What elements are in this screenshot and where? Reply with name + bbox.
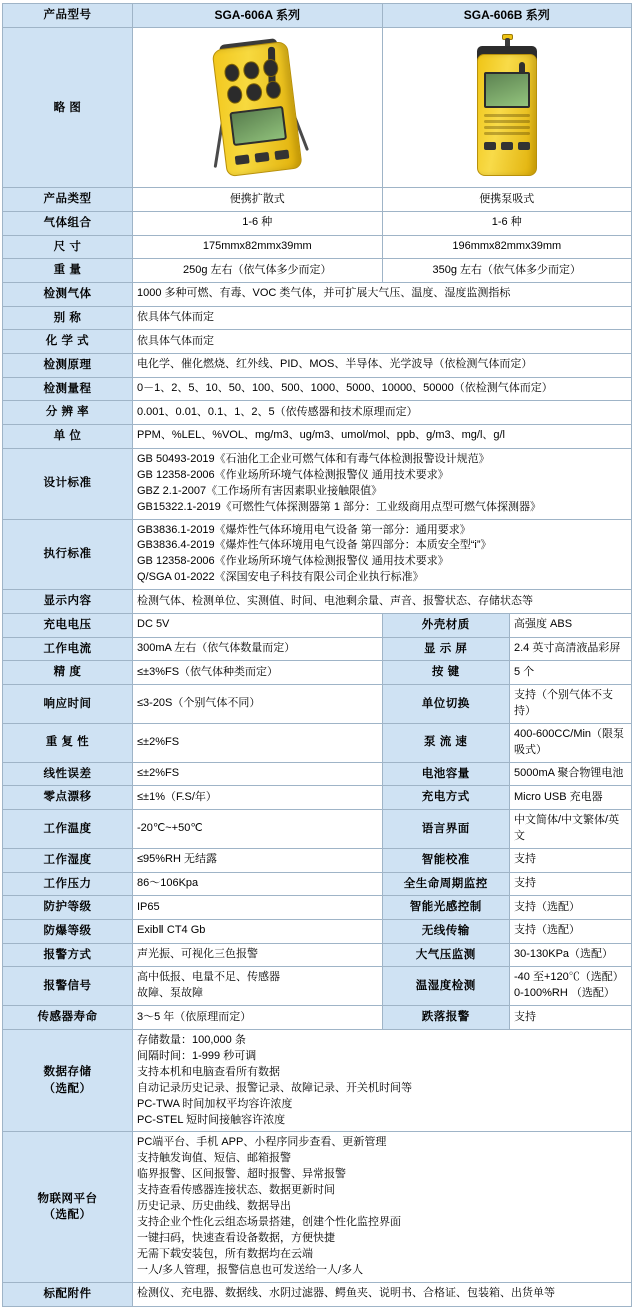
label-data-storage-main: 数据存储 — [43, 1065, 92, 1078]
data-storage-line: 存储数量：100,000 条 — [137, 1033, 246, 1046]
alarm-signal-line: 故障、泵故障 — [137, 987, 203, 1000]
value-linearity-error: ≤±2%FS — [133, 762, 383, 786]
device-b-image-cell — [382, 28, 632, 188]
value-data-storage — [133, 1029, 632, 1132]
value-product-type-a: 便携扩散式 — [133, 188, 383, 212]
label-display-screen: 显 示 屏 — [383, 638, 510, 661]
pair-right-cell — [382, 684, 632, 723]
design-standard-line: GB 50493-2019《石油化工企业可燃气体和有毒气体检测报警设计规范》 — [137, 452, 490, 465]
pair-right-cell — [382, 637, 632, 661]
row-spec-pair — [3, 896, 632, 920]
header-series-a: SGA-606A 系列 — [133, 4, 383, 28]
row-detect-gas — [3, 283, 632, 307]
value-gas-combination-b: 1-6 种 — [382, 212, 632, 236]
value-display-content: 检测气体、检测单位、实测值、时间、电池剩余量、声音、报警状态、存储状态等 — [133, 590, 632, 614]
row-alarm-mode — [3, 943, 632, 967]
row-spec-pair — [3, 848, 632, 872]
diagram-row — [3, 28, 632, 188]
label-charge-voltage: 充电电压 — [3, 613, 133, 637]
data-storage-line: PC-STEL 短时间接触容许浓度 — [137, 1113, 286, 1126]
value-working-current: 300mA 左右（依气体数量而定） — [133, 637, 383, 661]
iot-line: 支持查看传感器连接状态、数据更新时间 — [137, 1184, 335, 1197]
label-weight: 重 量 — [3, 259, 133, 283]
value-exec-standard — [133, 519, 632, 590]
value-design-standard — [133, 448, 632, 519]
value-temp-humidity-detect — [510, 967, 632, 1005]
iot-line: 临界报警、区间报警、超时报警、异常报警 — [137, 1168, 346, 1181]
label-smart-light-control: 智能光感控制 — [383, 896, 510, 919]
label-size: 尺 寸 — [3, 235, 133, 259]
header-series-b: SGA-606B 系列 — [382, 4, 632, 28]
pair-right-cell — [382, 786, 632, 810]
row-principle — [3, 354, 632, 378]
design-standard-line: GB 12358-2006《作业场所环境气体检测报警仪 通用技术要求》 — [137, 468, 449, 481]
label-repeatability: 重 复 性 — [3, 723, 133, 762]
value-explosion-grade: ExibⅡ CT4 Gb — [133, 919, 383, 943]
pair-right-cell — [382, 810, 632, 849]
row-spec-pair — [3, 762, 632, 786]
row-spec-pair — [3, 919, 632, 943]
exec-standard-line: Q/SGA 01-2022《深国安电子科技有限公司企业执行标准》 — [137, 571, 424, 584]
value-working-temperature: -20℃~+50℃ — [133, 810, 383, 849]
label-protection-grade: 防护等级 — [3, 896, 133, 920]
row-data-storage — [3, 1029, 632, 1132]
value-detect-gas: 1000 多种可燃、有毒、VOC 类气体，并可扩展大气压、温度、湿度监测指标 — [133, 283, 632, 307]
label-response-time: 响应时间 — [3, 684, 133, 723]
iot-line: PC端平台、手机 APP、小程序同步查看、更新管理 — [137, 1136, 387, 1149]
label-drop-alarm: 跌落报警 — [383, 1006, 510, 1029]
pair-right-cell — [382, 613, 632, 637]
label-sensor-life: 传感器寿命 — [3, 1006, 133, 1030]
label-iot-platform-main: 物联网平台 — [37, 1192, 98, 1205]
iot-line: 支持企业个性化云组态场景搭建，创建个性化监控界面 — [137, 1216, 401, 1229]
value-display-screen: 2.4 英寸高清液晶彩屏 — [510, 638, 632, 661]
header-model-label: 产品型号 — [3, 4, 133, 28]
label-accuracy: 精 度 — [3, 661, 133, 685]
label-working-temperature: 工作温度 — [3, 810, 133, 849]
row-spec-pair — [3, 661, 632, 685]
value-unit: PPM、%LEL、%VOL、mg/m3、ug/m3、umol/mol、ppb、g/m3、mg/l、g/l — [133, 425, 632, 449]
label-lifecycle-monitoring: 全生命周期监控 — [383, 873, 510, 896]
label-unit-switch: 单位切换 — [383, 685, 510, 723]
value-unit-switch: 支持（个别气体不支持） — [510, 685, 632, 723]
row-spec-pair — [3, 872, 632, 896]
design-standard-line: GBZ 2.1-2007《工作场所有害因素职业接触限值》 — [137, 484, 383, 497]
row-alias — [3, 306, 632, 330]
value-smart-light-control: 支持（选配） — [510, 896, 632, 919]
value-zero-drift: ≤±1%（F.S/年） — [133, 786, 383, 810]
value-iot-platform — [133, 1132, 632, 1282]
label-alias: 别 称 — [3, 306, 133, 330]
pair-right-cell — [382, 1006, 632, 1030]
specification-table — [2, 3, 632, 1307]
value-weight-b: 350g 左右（依气体多少而定） — [382, 259, 632, 283]
label-alarm-mode: 报警方式 — [3, 943, 133, 967]
row-product-type — [3, 188, 632, 212]
pair-right-cell — [382, 967, 632, 1006]
row-spec-pair — [3, 637, 632, 661]
value-weight-a: 250g 左右（依气体多少而定） — [133, 259, 383, 283]
value-repeatability: ≤±2%FS — [133, 723, 383, 762]
pair-right-cell — [382, 919, 632, 943]
row-range — [3, 377, 632, 401]
value-alarm-signal — [133, 967, 383, 1006]
table-header-row — [3, 4, 632, 28]
row-size — [3, 235, 632, 259]
iot-line: 一人/多人管理，报警信息也可发送给一人/多人 — [137, 1263, 364, 1276]
row-spec-pair — [3, 723, 632, 762]
value-pump-flow: 400-600CC/Min（限泵吸式） — [510, 724, 632, 762]
value-battery-capacity: 5000mA 聚合物锂电池 — [510, 763, 632, 786]
value-drop-alarm: 支持 — [510, 1006, 632, 1029]
label-wireless-transmission: 无线传输 — [383, 920, 510, 943]
value-smart-calibration: 支持 — [510, 849, 632, 872]
value-shell-material: 高强度 ABS — [510, 614, 632, 637]
exec-standard-line: GB 12358-2006《作业场所环境气体检测报警仪 通用技术要求》 — [137, 555, 449, 568]
row-alarm-signal — [3, 967, 632, 1006]
value-product-type-b: 便携泵吸式 — [382, 188, 632, 212]
temp-humidity-line: 0-100%RH （选配） — [514, 987, 615, 1000]
row-display-content — [3, 590, 632, 614]
value-protection-grade: IP65 — [133, 896, 383, 920]
value-alarm-mode: 声光振、可视化三色报警 — [133, 943, 383, 967]
label-exec-standard: 执行标准 — [3, 519, 133, 590]
data-storage-line: 间隔时间：1-999 秒可调 — [137, 1049, 257, 1062]
value-principle: 电化学、催化燃烧、红外线、PID、MOS、半导体、光学波导（依检测气体而定） — [133, 354, 632, 378]
data-storage-line: PC-TWA 时间加权平均容许浓度 — [137, 1097, 293, 1110]
value-accessories: 检测仪、充电器、数据线、水阴过滤器、鳄鱼夹、说明书、合格证、包装箱、出货单等 — [133, 1282, 632, 1306]
label-product-type: 产品类型 — [3, 188, 133, 212]
pair-right-cell — [382, 762, 632, 786]
iot-line: 支持触发询值、短信、邮箱报警 — [137, 1152, 291, 1165]
label-unit: 单 位 — [3, 425, 133, 449]
value-charge-voltage: DC 5V — [133, 613, 383, 637]
label-data-storage-sub: （选配） — [43, 1082, 92, 1095]
label-iot-platform-sub: （选配） — [43, 1209, 92, 1222]
row-accessories — [3, 1282, 632, 1306]
value-range: 0－1、2、5、10、50、100、500、1000、5000、10000、50000（依检测气体而定） — [133, 377, 632, 401]
data-storage-line: 自动记录历史记录、报警记录、故障记录、开关机时间等 — [137, 1081, 412, 1094]
pair-right-cell — [382, 848, 632, 872]
label-display-content: 显示内容 — [3, 590, 133, 614]
value-sensor-life: 3～5 年（依原理而定） — [133, 1006, 383, 1030]
pair-right-cell — [382, 661, 632, 685]
label-atmospheric-pressure: 大气压监测 — [383, 944, 510, 967]
label-zero-drift: 零点漂移 — [3, 786, 133, 810]
value-resolution: 0.001、0.01、0.1、1、2、5（依传感器和技术原理而定） — [133, 401, 632, 425]
label-explosion-grade: 防爆等级 — [3, 919, 133, 943]
label-pump-flow: 泵 流 速 — [383, 724, 510, 762]
row-spec-pair — [3, 613, 632, 637]
value-working-humidity: ≤95%RH 无结露 — [133, 848, 383, 872]
value-size-a: 175mmx82mmx39mm — [133, 235, 383, 259]
label-linearity-error: 线性误差 — [3, 762, 133, 786]
row-resolution — [3, 401, 632, 425]
label-working-humidity: 工作湿度 — [3, 848, 133, 872]
value-atmospheric-pressure: 30-130KPa（选配） — [510, 944, 632, 967]
row-design-standard — [3, 448, 632, 519]
label-accessories: 标配附件 — [3, 1282, 133, 1306]
exec-standard-line: GB3836.4-2019《爆炸性气体环境用电气设备 第四部分：本质安全型“i”》 — [137, 539, 492, 552]
label-temp-humidity-detect: 温湿度检测 — [383, 967, 510, 1005]
value-accuracy: ≤±3%FS（依气体种类而定） — [133, 661, 383, 685]
iot-line: 无需下载安装包，所有数据均在云端 — [137, 1248, 313, 1261]
value-charge-method: Micro USB 充电器 — [510, 786, 632, 809]
value-keys: 5 个 — [510, 661, 632, 684]
iot-line: 历史记录、历史曲线、数据导出 — [137, 1200, 291, 1213]
value-alias: 依具体气体而定 — [133, 306, 632, 330]
value-size-b: 196mmx82mmx39mm — [382, 235, 632, 259]
value-lifecycle-monitoring: 支持 — [510, 873, 632, 896]
label-resolution: 分 辨 率 — [3, 401, 133, 425]
portable-pump-gas-detector-icon — [387, 33, 628, 183]
value-working-pressure: 86～106Kpa — [133, 872, 383, 896]
row-weight — [3, 259, 632, 283]
value-wireless-transmission: 支持（选配） — [510, 920, 632, 943]
device-a-image-cell — [133, 28, 383, 188]
diagram-label: 略 图 — [3, 28, 133, 188]
label-principle: 检测原理 — [3, 354, 133, 378]
row-exec-standard — [3, 519, 632, 590]
value-formula: 依具体气体而定 — [133, 330, 632, 354]
label-smart-calibration: 智能校准 — [383, 849, 510, 872]
value-language-interface: 中文简体/中文繁体/英文 — [510, 810, 632, 848]
row-gas-combination — [3, 212, 632, 236]
label-iot-platform — [3, 1132, 133, 1282]
row-iot-platform — [3, 1132, 632, 1282]
label-language-interface: 语言界面 — [383, 810, 510, 848]
design-standard-line: GB15322.1-2019《可燃性气体探测器第 1 部分：工业级商用点型可燃气体探测器》 — [137, 500, 542, 513]
alarm-signal-line: 高中低报、电量不足、传感器 — [137, 971, 280, 984]
label-shell-material: 外壳材质 — [383, 614, 510, 637]
label-range: 检测量程 — [3, 377, 133, 401]
temp-humidity-line: -40 至+120℃（选配） — [514, 971, 624, 984]
row-spec-pair — [3, 684, 632, 723]
label-charge-method: 充电方式 — [383, 786, 510, 809]
label-battery-capacity: 电池容量 — [383, 763, 510, 786]
value-gas-combination-a: 1-6 种 — [133, 212, 383, 236]
pair-right-cell — [382, 943, 632, 967]
pair-right-cell — [382, 896, 632, 920]
row-sensor-life — [3, 1006, 632, 1030]
exec-standard-line: GB3836.1-2019《爆炸性气体环境用电气设备 第一部分：通用要求》 — [137, 523, 471, 536]
label-detect-gas: 检测气体 — [3, 283, 133, 307]
label-alarm-signal: 报警信号 — [3, 967, 133, 1006]
row-unit — [3, 425, 632, 449]
row-formula — [3, 330, 632, 354]
label-design-standard: 设计标准 — [3, 448, 133, 519]
pair-right-cell — [382, 872, 632, 896]
iot-line: 一键扫码，快速查看设备数据，方便快捷 — [137, 1232, 335, 1245]
label-working-current: 工作电流 — [3, 637, 133, 661]
pair-right-cell — [382, 723, 632, 762]
value-response-time: ≤3-20S（个别气体不同） — [133, 684, 383, 723]
label-gas-combination: 气体组合 — [3, 212, 133, 236]
label-keys: 按 键 — [383, 661, 510, 684]
label-formula: 化 学 式 — [3, 330, 133, 354]
row-spec-pair — [3, 810, 632, 849]
data-storage-line: 支持本机和电脑查看所有数据 — [137, 1065, 280, 1078]
row-spec-pair — [3, 786, 632, 810]
label-data-storage — [3, 1029, 133, 1132]
portable-diffusion-gas-detector-icon — [137, 33, 378, 183]
label-working-pressure: 工作压力 — [3, 872, 133, 896]
